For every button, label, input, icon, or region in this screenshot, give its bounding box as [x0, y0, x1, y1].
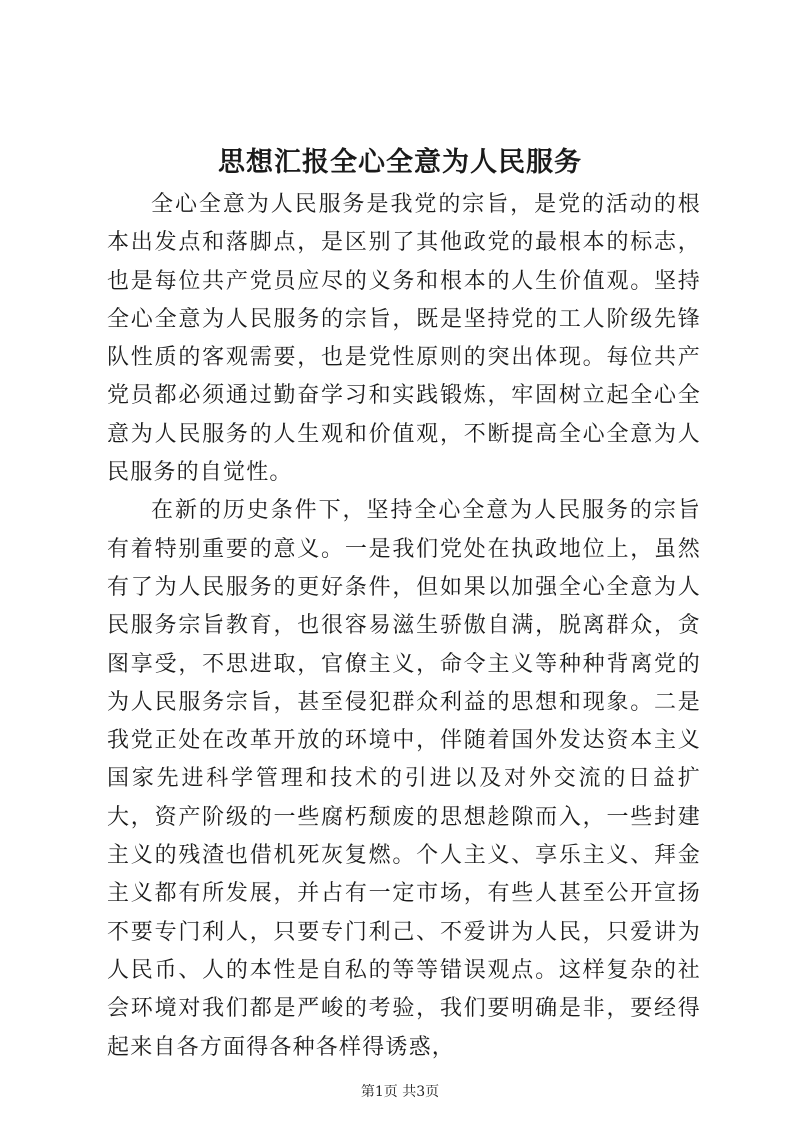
page-number-label: 第1页 共3页 — [360, 1084, 440, 1100]
document-body — [107, 186, 701, 1067]
paragraph-2: 在新的历史条件下，坚持全心全意为人民服务的宗旨有着特别重要的意义。一是我们党处在执政地位上，虽然有了为人民服务的更好条件，但如果以加强全心全意为人民服务宗旨教育，也很容易滋生骄傲自满，脱离群众，贪图享受，不思进取，官僚主义，命令主义等种种背离党的为人民服务宗旨，甚至侵犯群众利益的思想和现象。二是我党正处在改革开放的环境中，伴随着国外发达资本主义国家先进科学管理和技术的引进以及对外交流的日益扩大，资产阶级的一些腐朽颓废的思想趁隙而入，一些封建主义的残渣也借机死灰复燃。个人主义、享乐主义、拜金主义都有所发展，并占有一定市场，有些人甚至公开宣扬不要专门利人，只要专门利己、不爱讲为人民，只爱讲为人民币、人的本性是自私的等等错误观点。这样复杂的社会环境对我们都是严峻的考验，我们要明确是非，要经得起来自各方面得各种各样得诱惑， — [107, 498, 701, 1060]
paragraph-1: 全心全意为人民服务是我党的宗旨，是党的活动的根本出发点和落脚点，是区别了其他政党的最根本的标志，也是每位共产党员应尽的义务和根本的人生价值观。坚持全心全意为人民服务的宗旨，既是坚持党的工人阶级先锋队性质的客观需要，也是党性原则的突出体现。每位共产党员都必须通过勤奋学习和实践锻炼，牢固树立起全心全意为人民服务的人生观和价值观，不断提高全心全意为人民服务的自觉性。 — [107, 192, 701, 486]
page-footer — [0, 1081, 800, 1101]
document-title: 思想汇报全心全意为人民服务 — [218, 147, 582, 178]
